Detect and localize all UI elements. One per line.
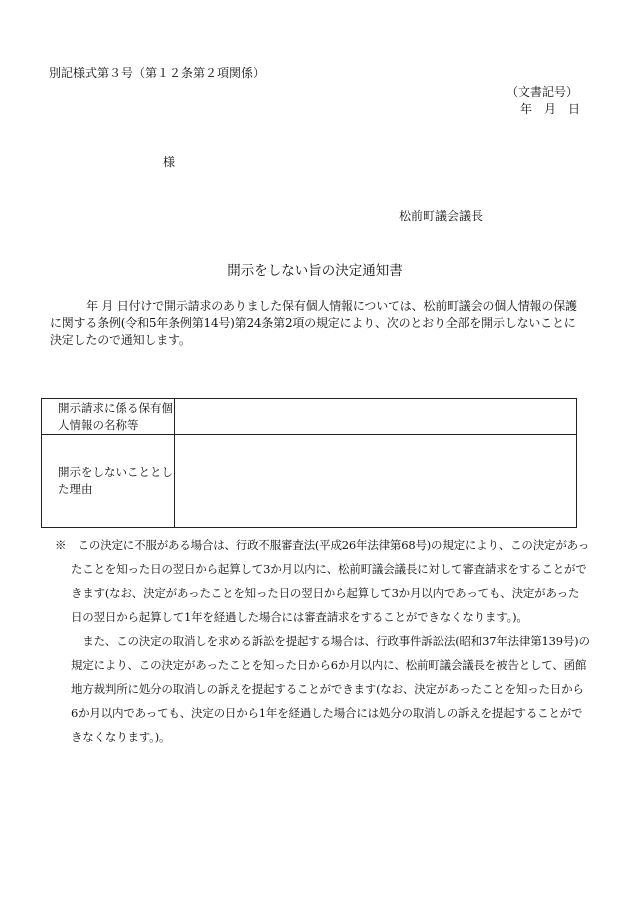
form-label: 別記様式第３号（第１２条第２項関係） — [49, 66, 266, 80]
document-number: （文書記号） — [505, 85, 578, 99]
table-row — [42, 399, 577, 435]
body-paragraph: 年 月 日付けで開示請求のありました保有個人情報については、松前町議会の個人情報の保護に関する条例(令和5年条例第14号)第24条第2項の規定により、次のとおり全部を開示しないことに決定したので通知します。 — [50, 299, 577, 347]
notes-section — [55, 533, 590, 749]
note-lawsuit: また、この決定の取消しを求める訴訟を提起する場合は、行政事件訴訟法(昭和37年法律第139号)の規定により、この決定があったことを知った日から6か月以内に、松前町議会議長を被告として、函館地方裁判所に処分の取消しの訴えを提起することができます(なお、決定があったことを知った日から6か月以内であっても、決定の日から1年を経過した場合には処分の取消しの訴えを提起することができなくなります。)。 — [71, 634, 590, 744]
table-row — [42, 435, 577, 528]
document-title: 開示をしない旨の決定通知書 — [227, 263, 403, 279]
table-label-info-name: 開示請求に係る保有個人情報の名称等 — [42, 399, 175, 435]
table-value-info-name — [175, 399, 577, 435]
note-appeal: ※ この決定に不服がある場合は、行政不服審査法(平成26年法律第68号)の規定により、この決定があったことを知った日の翌日から起算して3か月以内に、松前町議会議長に対して審査請求をすることができます(なお、決定があったことを知った日の翌日から起算して3か月以内であっても、決定があった日の翌日から起算して1年を経過した場合には審査請求をすることができなくなります。)。 — [55, 538, 590, 624]
table-label-reason: 開示をしないこととした理由 — [42, 435, 175, 528]
table-value-reason — [175, 435, 577, 528]
document-date: 年 月 日 — [519, 102, 580, 116]
sender-name: 松前町議会議長 — [399, 209, 484, 223]
addressee-honorific: 様 — [163, 155, 176, 169]
info-table — [41, 398, 577, 528]
